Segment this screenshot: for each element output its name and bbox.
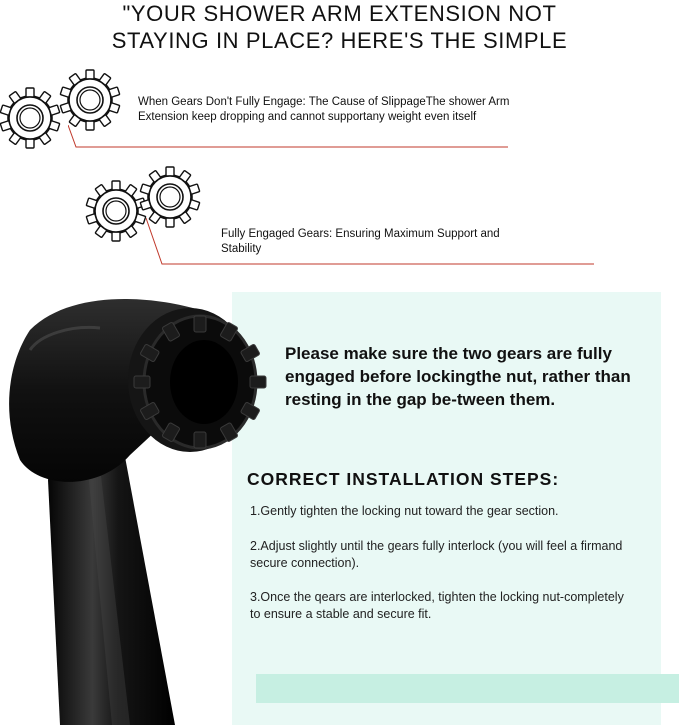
step-2: 2.Adjust slightly until the gears fully interlock (you will feel a firmand secure connection). xyxy=(250,539,623,570)
page-title: "YOUR SHOWER ARM EXTENSION NOT STAYING IN PLACE? HERE'S THE SIMPLE xyxy=(111,1,568,53)
callout-text-disengaged: When Gears Don't Fully Engage: The Cause of SlippageThe shower Arm Extension keep dropping and cannot supportany weight even itself xyxy=(138,96,510,123)
shower-arm-product-image xyxy=(0,290,270,725)
callout-line-1 xyxy=(68,125,510,150)
step-3: 3.Once the qears are interlocked, tighten the locking nut-completely to ensure a stable and secure fit. xyxy=(250,590,624,621)
steps-heading: CORRECT INSTALLATION STEPS: xyxy=(247,469,560,489)
step-1: 1.Gently tighten the locking nut toward the gear section. xyxy=(250,504,559,518)
intro-text: Please make sure the two gears are fully engaged before lockingthe nut, rather than resting in the gap be-tween them. xyxy=(285,344,631,409)
callout-text-engaged: Fully Engaged Gears: Ensuring Maximum Support and Stability xyxy=(221,228,500,255)
panel-accent-bar xyxy=(256,674,679,703)
